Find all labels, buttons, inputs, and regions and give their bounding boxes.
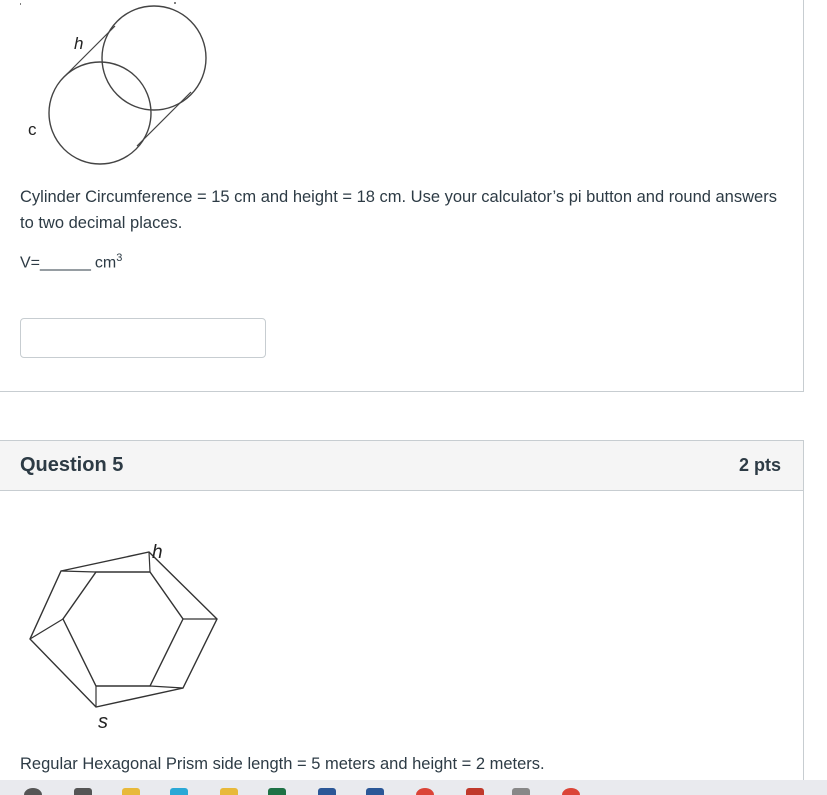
formula-unit: cm <box>94 254 117 272</box>
search-icon[interactable] <box>24 788 42 795</box>
question-5-header <box>0 440 804 491</box>
word-icon[interactable] <box>318 788 336 795</box>
question-5-title: Question 5 <box>20 454 124 476</box>
prism-height-label: h <box>152 542 163 563</box>
question-4-prompt: Cylinder Circumference = 15 cm and height = 18 cm. Use your calculator’s pi button and round answers to two decimal places. <box>20 188 777 232</box>
answer-input[interactable] <box>20 318 266 358</box>
formula-prefix: V= <box>20 254 41 272</box>
store-icon[interactable] <box>366 788 384 795</box>
prism-side-label: s <box>98 711 108 733</box>
question-5-points: 2 pts <box>738 455 781 475</box>
folder-icon[interactable] <box>220 788 238 795</box>
cylinder-diagram <box>20 0 220 172</box>
acrobat-icon[interactable] <box>466 788 484 795</box>
question-5-prompt: Regular Hexagonal Prism side length = 5 meters and height = 2 meters. <box>20 755 545 773</box>
chrome-icon[interactable] <box>416 788 434 795</box>
edge-icon[interactable] <box>170 788 188 795</box>
volume-formula <box>20 252 122 272</box>
task-view-icon[interactable] <box>74 788 92 795</box>
red-app-icon[interactable] <box>562 788 580 795</box>
height-label: h <box>74 34 84 53</box>
formula-exponent: 3 <box>116 252 123 264</box>
hexagonal-prism-diagram <box>26 535 226 735</box>
mail-icon[interactable] <box>512 788 530 795</box>
circumference-label: c <box>28 120 37 139</box>
file-explorer-icon[interactable] <box>122 788 140 795</box>
excel-icon[interactable] <box>268 788 286 795</box>
formula-blank: ______ <box>40 254 91 272</box>
taskbar <box>0 780 827 795</box>
